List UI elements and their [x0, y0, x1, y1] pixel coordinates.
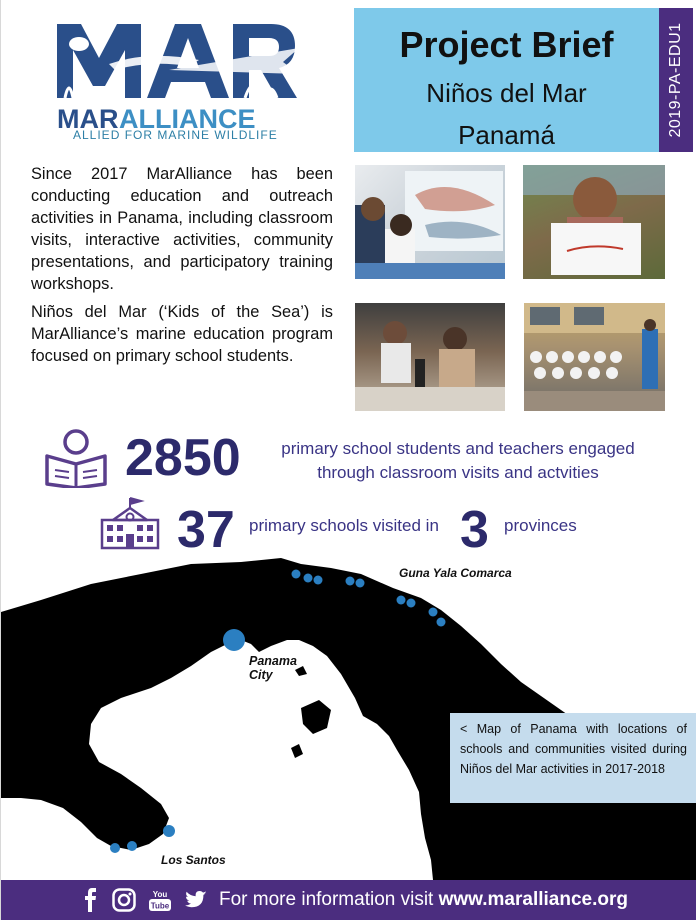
map-label-los-santos: Los Santos	[161, 853, 226, 867]
location-dot	[407, 599, 416, 608]
location-dot	[429, 608, 438, 617]
students-count: 2850	[125, 429, 241, 487]
schools-count: 37	[177, 501, 235, 559]
location-dot	[163, 825, 175, 837]
program-name: Niños del Mar	[426, 78, 587, 108]
youtube-icon[interactable]	[148, 888, 172, 912]
provinces-count: 3	[460, 501, 489, 559]
map-label-guna-yala: Guna Yala Comarca	[399, 566, 512, 580]
instagram-icon[interactable]	[112, 888, 136, 912]
photo-school-assembly	[524, 303, 665, 411]
footer-lead-text: For more information visit	[219, 889, 434, 910]
logo-tagline: ALLIED FOR MARINE WILDLIFE	[73, 128, 278, 142]
location-dot	[223, 629, 245, 651]
photo-microscope-workshop	[355, 303, 505, 411]
project-code: 2019-PA-EDU1	[667, 22, 684, 138]
location-dot	[127, 841, 137, 851]
location-dot	[110, 843, 120, 853]
twitter-icon[interactable]	[184, 888, 208, 912]
footer-bar	[1, 880, 696, 920]
photo-classroom-poster	[355, 165, 505, 279]
footer-info	[219, 889, 628, 911]
website-link[interactable]: www.maralliance.org	[438, 889, 628, 910]
map-caption: < Map of Panama with locations of schools and communities visited during Niños del Mar activities in 2017-2018	[450, 713, 696, 803]
map-label-panama-city: Panama City	[249, 654, 297, 682]
intro-paragraph-2: Niños del Mar (‘Kids of the Sea’) is MarAlliance’s marine education program focused on primary school students.	[31, 303, 333, 365]
students-description: primary school students and teachers engaged through classroom visits and actvities	[281, 439, 635, 482]
country-name: Panamá	[458, 120, 555, 150]
location-dot	[437, 618, 446, 627]
location-dot	[292, 570, 301, 579]
intro-text	[31, 163, 333, 373]
youtube-tube-text: Tube	[150, 901, 170, 911]
photo-student-drawing	[523, 165, 665, 279]
facebook-icon[interactable]	[79, 888, 103, 912]
youtube-you-text: You	[152, 890, 168, 899]
school-building-icon	[99, 496, 161, 550]
project-brief-header	[354, 8, 659, 152]
location-dot	[346, 577, 355, 586]
location-dot	[356, 579, 365, 588]
page-title: Project Brief	[399, 24, 614, 65]
location-dot	[397, 596, 406, 605]
location-dot	[314, 576, 323, 585]
pearl-island	[301, 700, 331, 734]
schools-description: primary schools visited in	[249, 516, 439, 535]
location-dot	[304, 574, 313, 583]
intro-paragraph-1: Since 2017 MarAlliance has been conducting education and outreach activities in Panama, including classroom visits, interactive activities, community presentations, and participatory training workshops.	[31, 165, 333, 293]
project-code-strip	[659, 8, 693, 152]
brand-word-alliance: ALLIANCE	[119, 104, 256, 134]
island-small-1	[291, 744, 303, 758]
student-reading-icon	[43, 426, 109, 488]
brand-word-mar: MAR	[57, 104, 119, 134]
map-caption-box	[450, 713, 696, 803]
provinces-label: provinces	[504, 516, 577, 535]
